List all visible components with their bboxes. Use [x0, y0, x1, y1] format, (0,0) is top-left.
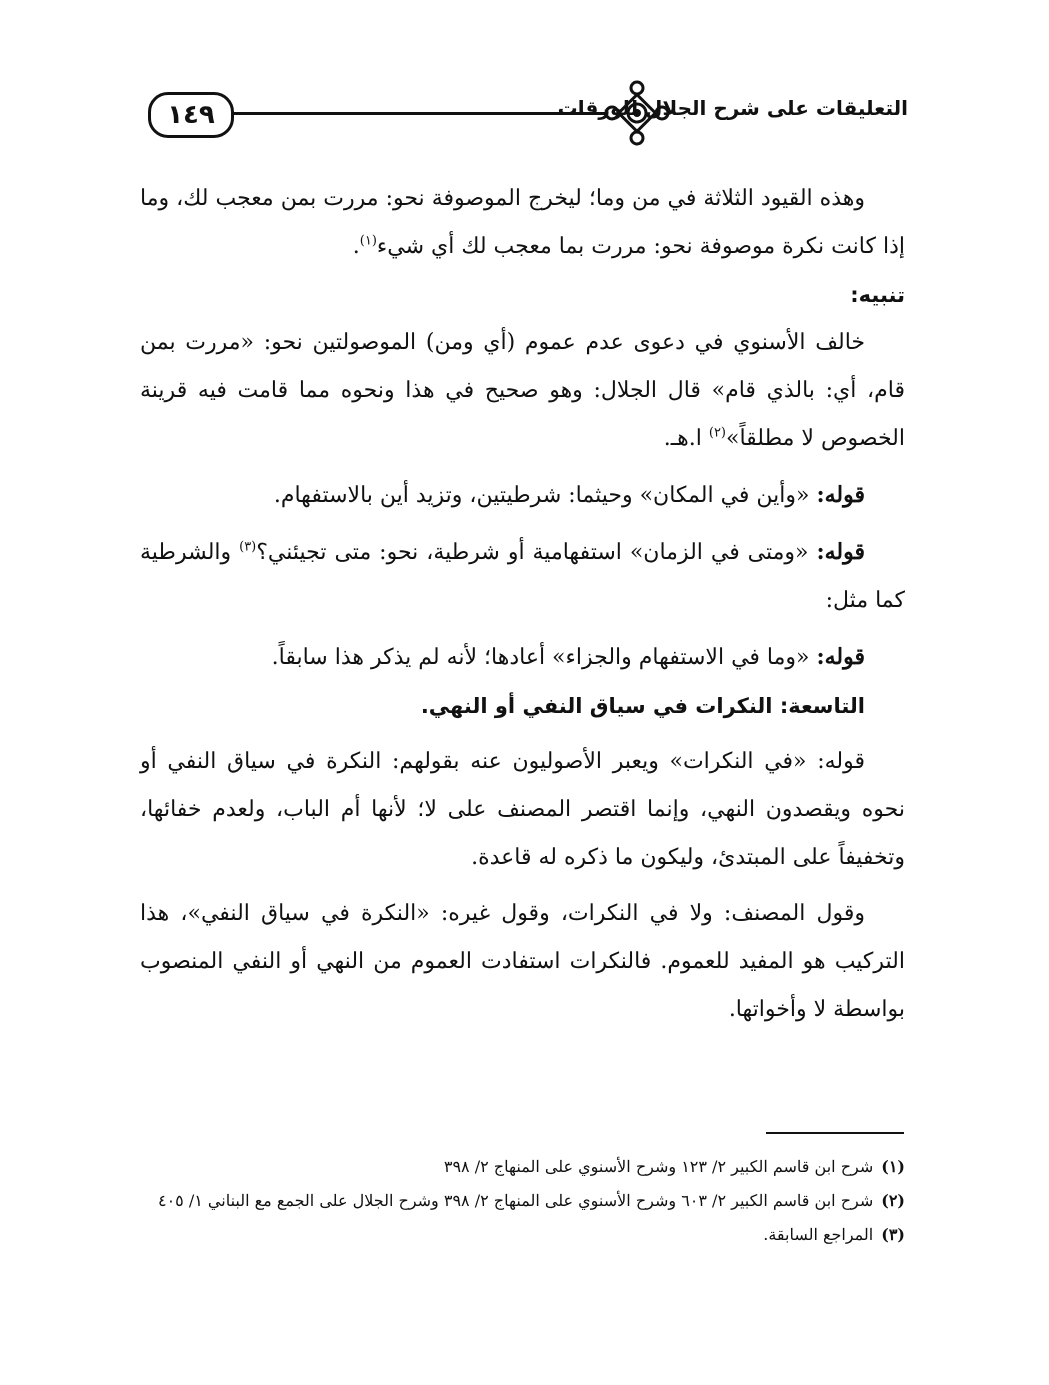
paragraph-4: وقول المصنف: ولا في النكرات، وقول غيره: «النكرة في سياق النفي»، هذا التركيب هو المفيد للعموم. فالنكرات استفادت العموم من النهي أو النفي المنصوب بواسطة لا وأخواتها. — [140, 901, 905, 1022]
footnote-1 — [140, 1150, 905, 1184]
quote-1-lead: قوله: — [816, 482, 865, 508]
header-rule — [231, 112, 605, 115]
quote-2-lead: قوله: — [816, 539, 865, 565]
section-heading: التاسعة: النكرات في سياق النفي أو النهي. — [420, 694, 865, 718]
footnote-ref-1: (١) — [359, 233, 377, 249]
page-number: ١٤٩ — [148, 92, 234, 138]
footnote-1-number: (١) — [881, 1157, 905, 1176]
footnote-3-number: (٣) — [881, 1225, 905, 1244]
footnote-ref-3: (٣) — [239, 539, 257, 555]
footnote-3-text: المراجع السابقة. — [763, 1225, 874, 1244]
paragraph-1-end: . — [352, 234, 360, 259]
footnotes — [140, 1150, 905, 1252]
quote-3-text: «وما في الاستفهام والجزاء» أعادها؛ لأنه لم يذكر هذا سابقاً. — [271, 645, 817, 670]
paragraph-1-text: وهذه القيود الثلاثة في من وما؛ ليخرج الموصوفة نحو: مررت بمن معجب لك، وما إذا كانت نكرة موصوفة نحو: مررت بما معجب لك أي شيء — [140, 186, 905, 259]
quote-3-lead: قوله: — [816, 644, 865, 670]
quote-2-end: والشرطية كما مثل: — [140, 540, 905, 613]
footnote-2 — [140, 1184, 905, 1218]
paragraph-3: قوله: «في النكرات» ويعبر الأصوليون عنه بقولهم: النكرة في سياق النفي أو نحوه ويقصدون النهي، وإنما اقتصر المصنف على لا؛ لأنها أم الباب، ولعدم خفائها، وتخفيفاً على المبتدئ، وليكون ما ذكره له قاعدة. — [140, 749, 905, 870]
running-title: التعليقات على شرح الجلال للورقات — [557, 96, 908, 120]
footnote-2-number: (٢) — [881, 1191, 905, 1210]
paragraph-2-text: خالف الأسنوي في دعوى عدم عموم (أي ومن) الموصولتين نحو: «مررت بمن قام، أي: بالذي قام» قال الجلال: وهو صحيح في هذا ونحوه مما قامت فيه قرينة الخصوص لا مطلقاً» — [140, 330, 905, 451]
footnote-ref-2: (٢) — [708, 425, 726, 441]
quote-1 — [140, 471, 905, 520]
tanbih-heading: تنبيه: — [850, 283, 905, 307]
paragraph-1 — [140, 175, 905, 271]
paragraph-2-end: ا.هـ. — [663, 426, 709, 451]
footnote-1-text: شرح ابن قاسم الكبير ٢/ ١٢٣ وشرح الأسنوي على المنهاج ٢/ ٣٩٨ — [443, 1157, 874, 1176]
footnote-divider — [766, 1132, 904, 1134]
main-text — [140, 175, 905, 1034]
page-header — [140, 70, 910, 150]
paragraph-2 — [140, 319, 905, 463]
quote-2-text: «ومتى في الزمان» استفهامية أو شرطية، نحو: متى تجيئني؟ — [256, 540, 817, 565]
quote-3 — [140, 633, 905, 682]
quote-2 — [140, 528, 905, 625]
footnote-2-text: شرح ابن قاسم الكبير ٢/ ٦٠٣ وشرح الأسنوي على المنهاج ٢/ ٣٩٨ وشرح الجلال على الجمع مع البناني ١/ ٤٠٥ — [157, 1191, 874, 1210]
quote-1-text: «وأين في المكان» وحيثما: شرطيتين، وتزيد أين بالاستفهام. — [273, 483, 817, 508]
footnote-3 — [140, 1218, 905, 1252]
